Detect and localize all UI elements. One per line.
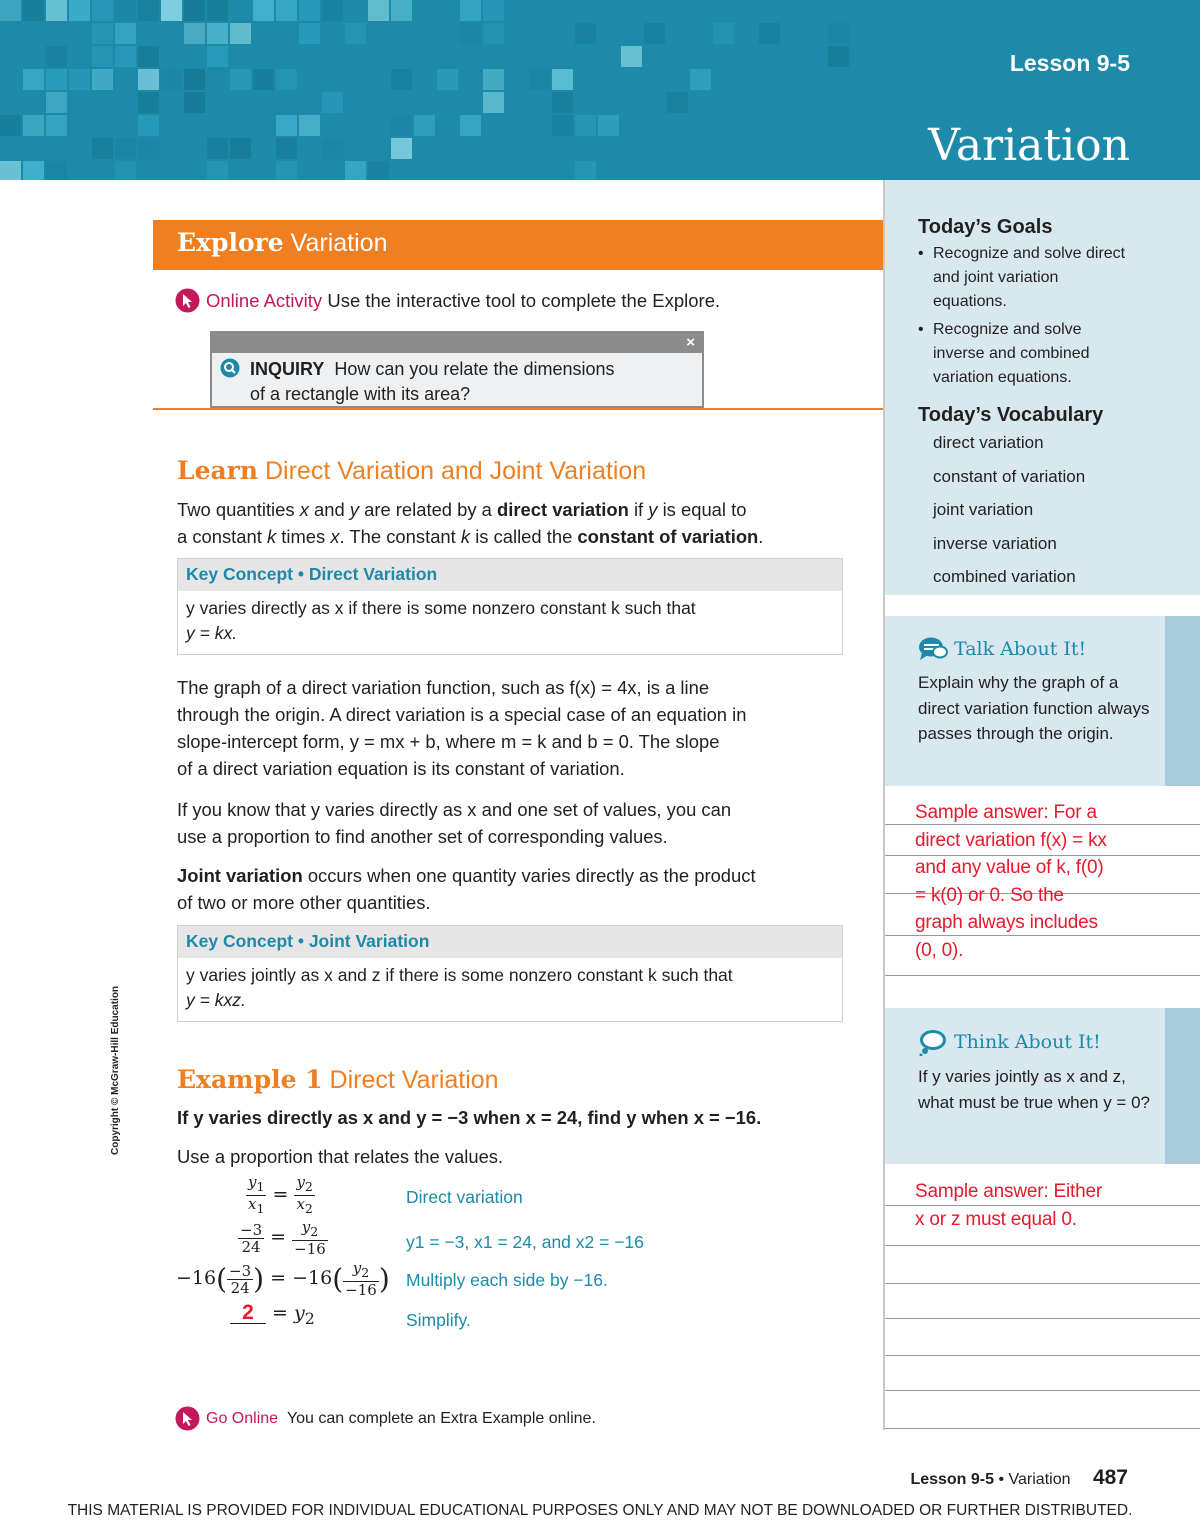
mosaic-tile — [483, 92, 504, 113]
mosaic-tile — [23, 0, 44, 21]
mosaic-tile — [299, 0, 320, 21]
mosaic-tile — [276, 69, 297, 90]
inquiry-titlebar — [212, 333, 702, 353]
learn-paragraph-4 — [177, 862, 857, 916]
mosaic-tile — [483, 23, 504, 44]
text-run: times — [276, 526, 331, 547]
example-heading — [177, 1065, 499, 1095]
think-about-it-title — [918, 1028, 1160, 1056]
var-y: y — [648, 499, 658, 520]
equation-step-3: −16( $\frac{-3}{24}$ ) = −16( $\frac{y_2}{-16}$ ) — [176, 1259, 390, 1299]
mosaic-tile — [552, 115, 573, 136]
mosaic-tile — [644, 23, 665, 44]
mosaic-tile — [161, 0, 182, 21]
key-concept-formula: y = kx. — [186, 623, 238, 643]
mosaic-tile — [23, 115, 44, 136]
mosaic-tile — [207, 46, 228, 67]
paragraph-line — [177, 862, 857, 889]
mosaic-tile — [207, 138, 228, 159]
note-line — [885, 1245, 1200, 1246]
mosaic-tile — [184, 23, 205, 44]
mosaic-tile — [276, 0, 297, 21]
answer-value: 2 — [242, 1301, 254, 1324]
note-line — [885, 1390, 1200, 1391]
lesson-label: Lesson 9-5 — [1009, 50, 1130, 76]
magnifier-icon — [220, 358, 240, 378]
think-sample-answer — [915, 1178, 1150, 1233]
answer-line: and any value of k, f(0) — [915, 857, 1104, 878]
term-constant-of-variation: constant of variation — [577, 526, 759, 547]
mosaic-tile — [253, 69, 274, 90]
paragraph-line: of a direct variation equation is its constant of variation. — [177, 758, 625, 779]
vocab-item: direct variation — [933, 433, 1044, 452]
example-keyword: Example 1 — [177, 1065, 323, 1094]
learn-paragraph-1 — [177, 496, 857, 550]
mosaic-tile — [230, 138, 251, 159]
answer-line: x or z must equal 0. — [915, 1208, 1077, 1230]
text-run: is called the — [470, 526, 578, 547]
mosaic-tile — [299, 23, 320, 44]
text-run: and — [308, 499, 350, 520]
step-note: Multiply each side by −16. — [406, 1270, 608, 1290]
go-online-link[interactable] — [175, 1406, 596, 1431]
explore-divider — [153, 408, 883, 410]
mosaic-tile — [46, 0, 67, 21]
note-line — [885, 1283, 1200, 1284]
mosaic-tile — [759, 23, 780, 44]
answer-line: = k(0) or 0. So the — [915, 884, 1064, 906]
mosaic-tile — [46, 46, 67, 67]
text-run: . — [758, 526, 764, 547]
var-k: k — [266, 526, 277, 547]
vocab-item: combined variation — [933, 567, 1076, 586]
var-x: x — [330, 526, 340, 547]
footer-lesson: Lesson 9-5 — [910, 1471, 995, 1488]
mosaic-tile — [138, 92, 159, 113]
note-line — [885, 1428, 1200, 1429]
page-title: Variation — [928, 120, 1130, 171]
goal-item — [918, 242, 1128, 314]
mosaic-tile — [575, 115, 596, 136]
example-problem: If y varies directly as x and y = −3 when x = 24, find y when x = −16. — [177, 1107, 762, 1128]
explore-title: Variation — [290, 229, 388, 257]
mosaic-tile — [322, 92, 343, 113]
key-concept-title: Key Concept • Direct Variation — [178, 559, 842, 591]
text-run: is equal to — [657, 499, 747, 520]
learn-heading — [177, 456, 646, 486]
inquiry-content — [212, 353, 702, 407]
panel-accent-bar — [1165, 616, 1200, 786]
answer-line: direct variation f(x) = kx — [915, 829, 1107, 851]
talk-sample-answer — [915, 799, 1150, 964]
panel-accent-bar — [1165, 1008, 1200, 1164]
online-activity-link[interactable] — [175, 288, 720, 313]
vocab-list — [918, 432, 1180, 600]
goal-text: Recognize and solve inverse and combined variation equations. — [933, 321, 1090, 386]
mosaic-tile — [230, 69, 251, 90]
mosaic-tile — [46, 69, 67, 90]
mosaic-tile — [552, 69, 573, 90]
mosaic-tile — [667, 92, 688, 113]
term-direct-variation: direct variation — [497, 499, 629, 520]
var-x: x — [299, 499, 309, 520]
mosaic-tile — [92, 23, 113, 44]
talk-about-it-text: Explain why the graph of a direct variation function always passes through the origin. — [918, 673, 1150, 743]
goal-item — [918, 318, 1128, 390]
mosaic-tile — [690, 69, 711, 90]
mosaic-tile — [391, 69, 412, 90]
footer-title: Variation — [1008, 1471, 1071, 1488]
goals-panel — [885, 180, 1200, 595]
var-k: k — [460, 526, 471, 547]
vocab-item: constant of variation — [933, 466, 1086, 486]
vocab-item: inverse variation — [933, 533, 1057, 553]
answer-line: (0, 0). — [915, 939, 964, 961]
copyright-notice: Copyright © McGraw-Hill Education — [110, 985, 121, 1155]
key-concept-line: y varies jointly as x and z if there is some nonzero constant k such that — [186, 965, 733, 985]
mosaic-tile — [115, 46, 136, 67]
goal-text: Recognize and solve direct and joint variation equations. — [933, 245, 1126, 310]
paragraph-line: use a proportion to find another set of corresponding values. — [177, 826, 668, 847]
page-footer — [910, 1466, 1128, 1490]
note-line — [885, 1318, 1200, 1319]
example-title: Direct Variation — [329, 1066, 499, 1094]
step-note: y1 = −3, x1 = 24, and x2 = −16 — [406, 1232, 644, 1252]
mosaic-tile — [115, 23, 136, 44]
mosaic-tile — [138, 0, 159, 21]
talk-about-it-title — [918, 636, 1160, 662]
key-concept-line: y varies directly as x if there is some nonzero constant k such that — [186, 598, 696, 618]
key-concept-direct-variation — [177, 558, 843, 655]
thought-bubble-icon — [918, 1028, 948, 1056]
step-note: Simplify. — [406, 1310, 471, 1330]
mosaic-tile — [161, 69, 182, 90]
go-online-text: You can complete an Extra Example online. — [286, 1409, 596, 1427]
pointer-cursor-icon — [175, 288, 200, 313]
step-note: Direct variation — [406, 1187, 523, 1207]
mosaic-tile — [69, 69, 90, 90]
lesson-header — [0, 0, 1200, 180]
mosaic-tile — [828, 23, 849, 44]
mosaic-tile — [345, 161, 366, 180]
mosaic-tile — [69, 0, 90, 21]
term-joint-variation: Joint variation — [177, 865, 303, 886]
mosaic-tile — [184, 92, 205, 113]
mosaic-tile — [230, 23, 251, 44]
key-concept-body — [178, 958, 842, 1013]
text-run: . The constant — [339, 526, 461, 547]
mosaic-tile — [184, 0, 205, 21]
mosaic-tile — [138, 115, 159, 136]
mosaic-tile — [207, 161, 228, 180]
mosaic-tile — [138, 69, 159, 90]
key-concept-formula: y = kxz. — [186, 990, 246, 1010]
mosaic-tile — [828, 46, 849, 67]
text-run: are related by a — [359, 499, 498, 520]
mosaic-tile — [460, 0, 481, 21]
inquiry-question: How can you relate the dimensions — [334, 359, 615, 379]
mosaic-tile — [552, 92, 573, 113]
inquiry-label: INQUIRY — [250, 359, 325, 379]
speech-bubbles-icon — [918, 636, 948, 662]
answer-line: graph always includes — [915, 912, 1098, 933]
paragraph-line: of two or more other quantities. — [177, 892, 431, 913]
mosaic-tile — [92, 0, 113, 21]
bullet-icon: • — [918, 321, 924, 338]
mosaic-tile — [391, 0, 412, 21]
mosaic-tile — [460, 23, 481, 44]
mosaic-tile — [276, 161, 297, 180]
online-activity-label: Online Activity — [206, 289, 323, 311]
learn-paragraph-2 — [177, 674, 857, 782]
key-concept-body — [178, 591, 842, 646]
pointer-cursor-icon — [175, 1406, 200, 1431]
text-run: occurs when one quantity varies directly as the product — [302, 865, 756, 886]
bullet-icon: • — [918, 245, 924, 262]
learn-paragraph-3 — [177, 796, 857, 850]
explore-banner — [153, 220, 883, 270]
answer-line: Sample answer: For a — [915, 802, 1097, 823]
mosaic-tile — [0, 161, 21, 180]
goals-list — [918, 242, 1180, 390]
mosaic-tile — [368, 161, 389, 180]
mosaic-tile — [115, 138, 136, 159]
footer-separator: • — [994, 1471, 1009, 1488]
mosaic-tile — [23, 161, 44, 180]
mosaic-tile — [460, 115, 481, 136]
mosaic-tile — [207, 0, 228, 21]
mosaic-tile — [115, 0, 136, 21]
explore-keyword: Explore — [177, 228, 284, 257]
mosaic-tile — [437, 69, 458, 90]
mosaic-tile — [414, 115, 435, 136]
mosaic-tile — [46, 92, 67, 113]
inquiry-question-line2: of a rectangle with its area? — [250, 384, 471, 404]
paragraph-line: If you know that y varies directly as x and one set of values, you can — [177, 799, 732, 820]
paragraph-line: slope-intercept form, y = mx + b, where m = k and b = 0. The slope — [177, 731, 720, 752]
online-activity-text: Use the interactive tool to complete the Explore. — [327, 289, 721, 311]
mosaic-tile — [483, 69, 504, 90]
mosaic-tile — [92, 138, 113, 159]
mosaic-tile — [0, 0, 21, 21]
talk-about-it-label: Talk About It! — [954, 638, 1087, 660]
note-line — [885, 1355, 1200, 1356]
note-line — [885, 975, 1200, 976]
mosaic-tile — [138, 46, 159, 67]
mosaic-tile — [713, 23, 734, 44]
think-about-it-text: If y varies jointly as x and z, what must be true when y = 0? — [918, 1067, 1150, 1112]
key-concept-joint-variation — [177, 925, 843, 1022]
mosaic-tile — [483, 0, 504, 21]
mosaic-tile — [621, 46, 642, 67]
key-concept-title: Key Concept • Joint Variation — [178, 926, 842, 958]
mosaic-tile — [46, 161, 67, 180]
mosaic-tile — [391, 115, 412, 136]
paragraph-line: The graph of a direct variation function, such as f(x) = 4x, is a line — [177, 677, 710, 698]
mosaic-tile — [529, 69, 550, 90]
think-about-it-label: Think About It! — [954, 1031, 1101, 1053]
mosaic-tile — [46, 115, 67, 136]
inquiry-popup — [210, 331, 704, 408]
mosaic-tile — [368, 0, 389, 21]
mosaic-tile — [575, 23, 596, 44]
mosaic-tile — [345, 23, 366, 44]
mosaic-tile — [322, 0, 343, 21]
mosaic-tile — [276, 138, 297, 159]
goals-heading: Today’s Goals — [918, 216, 1053, 238]
equation-step-2: $\frac{-3}{24}$ = $\frac{y_2}{-16}$ — [240, 1218, 326, 1258]
example-intro: Use a proportion that relates the values. — [177, 1146, 504, 1167]
distribution-disclaimer: THIS MATERIAL IS PROVIDED FOR INDIVIDUAL EDUCATIONAL PURPOSES ONLY AND MAY NOT BE DOWNLOADED OR FURTHER DISTRIBUTED. — [67, 1502, 1133, 1519]
var-y: y — [349, 499, 359, 520]
vocab-heading: Today’s Vocabulary — [918, 404, 1104, 426]
learn-keyword: Learn — [177, 456, 259, 485]
mosaic-tile — [207, 23, 228, 44]
mosaic-tile — [322, 138, 343, 159]
mosaic-tile — [575, 161, 596, 180]
mosaic-tile — [23, 69, 44, 90]
mosaic-tile — [391, 138, 412, 159]
paragraph-line: through the origin. A direct variation is a special case of an equation in — [177, 704, 747, 725]
mosaic-tile — [184, 69, 205, 90]
mosaic-tile — [0, 115, 21, 136]
mosaic-tile — [92, 46, 113, 67]
mosaic-tile — [92, 69, 113, 90]
answer-line: Sample answer: Either — [915, 1181, 1102, 1202]
text-run: Two quantities — [177, 499, 300, 520]
equation-step-4: $2 = y_2$ — [230, 1302, 315, 1328]
talk-about-it-panel — [885, 616, 1200, 786]
mosaic-tile — [138, 138, 159, 159]
text-run: a constant — [177, 526, 267, 547]
text-run: if — [628, 499, 649, 520]
close-icon[interactable]: × — [686, 334, 695, 351]
learn-title: Direct Variation and Joint Variation — [264, 457, 647, 485]
vocab-item: joint variation — [933, 500, 1034, 519]
mosaic-tile — [276, 115, 297, 136]
mosaic-tile — [299, 115, 320, 136]
page-number: 487 — [1092, 1466, 1128, 1489]
mosaic-tile — [598, 115, 619, 136]
mosaic-tile — [115, 161, 136, 180]
go-online-label: Go Online — [206, 1409, 279, 1427]
equation-step-1: $\frac{y_1}{x_1}$ = $\frac{y_2}{x_2}$ — [248, 1173, 313, 1216]
mosaic-tile — [253, 0, 274, 21]
think-about-it-panel — [885, 1008, 1200, 1164]
